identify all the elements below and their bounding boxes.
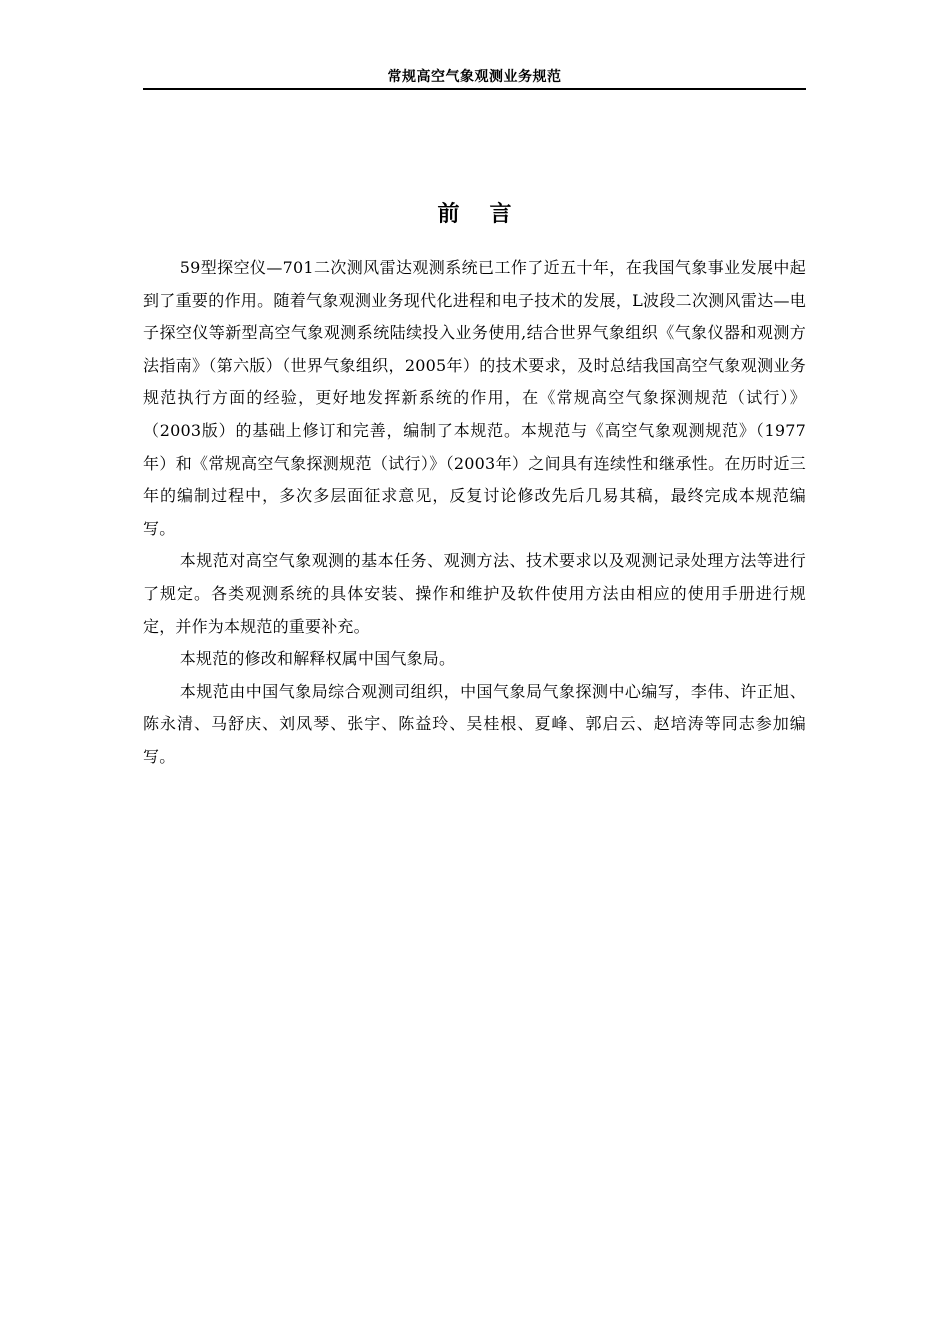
body-text: [143, 252, 806, 774]
paragraph: 本规范对高空气象观测的基本任务、观测方法、技术要求以及观测记录处理方法等进行了规定。各类观测系统的具体安装、操作和维护及软件使用方法由相应的使用手册进行规定，并作为本规范的重要补充。: [143, 551, 806, 636]
page-title: 前言: [437, 202, 542, 227]
running-header: [143, 66, 806, 90]
paragraph: 59型探空仪—701二次测风雷达观测系统已工作了近五十年，在我国气象事业发展中起到了重要的作用。随着气象观测业务现代化进程和电子技术的发展，L波段二次测风雷达—电子探空仪等新型高空气象观测系统陆续投入业务使用,结合世界气象组织《气象仪器和观测方法指南》（第六版）（世界气象组织，2005年）的技术要求，及时总结我国高空气象观测业务规范执行方面的经验，更好地发挥新系统的作用，在《常规高空气象探测规范（试行）》（2003版）的基础上修订和完善，编制了本规范。本规范与《高空气象观测规范》（1977年）和《常规高空气象探测规范（试行）》（2003年）之间具有连续性和继承性。在历时近三年的编制过程中，多次多层面征求意见，反复讨论修改先后几易其稿，最终完成本规范编写。: [143, 258, 806, 538]
paragraph: 本规范由中国气象局综合观测司组织，中国气象局气象探测中心编写，李伟、许正旭、陈永清、马舒庆、刘凤琴、张宇、陈益玲、吴桂根、夏峰、郭启云、赵培涛等同志参加编写。: [143, 681, 806, 766]
running-header-title: 常规高空气象观测业务规范: [387, 69, 562, 85]
paragraph: 本规范的修改和解释权属中国气象局。: [179, 649, 456, 669]
